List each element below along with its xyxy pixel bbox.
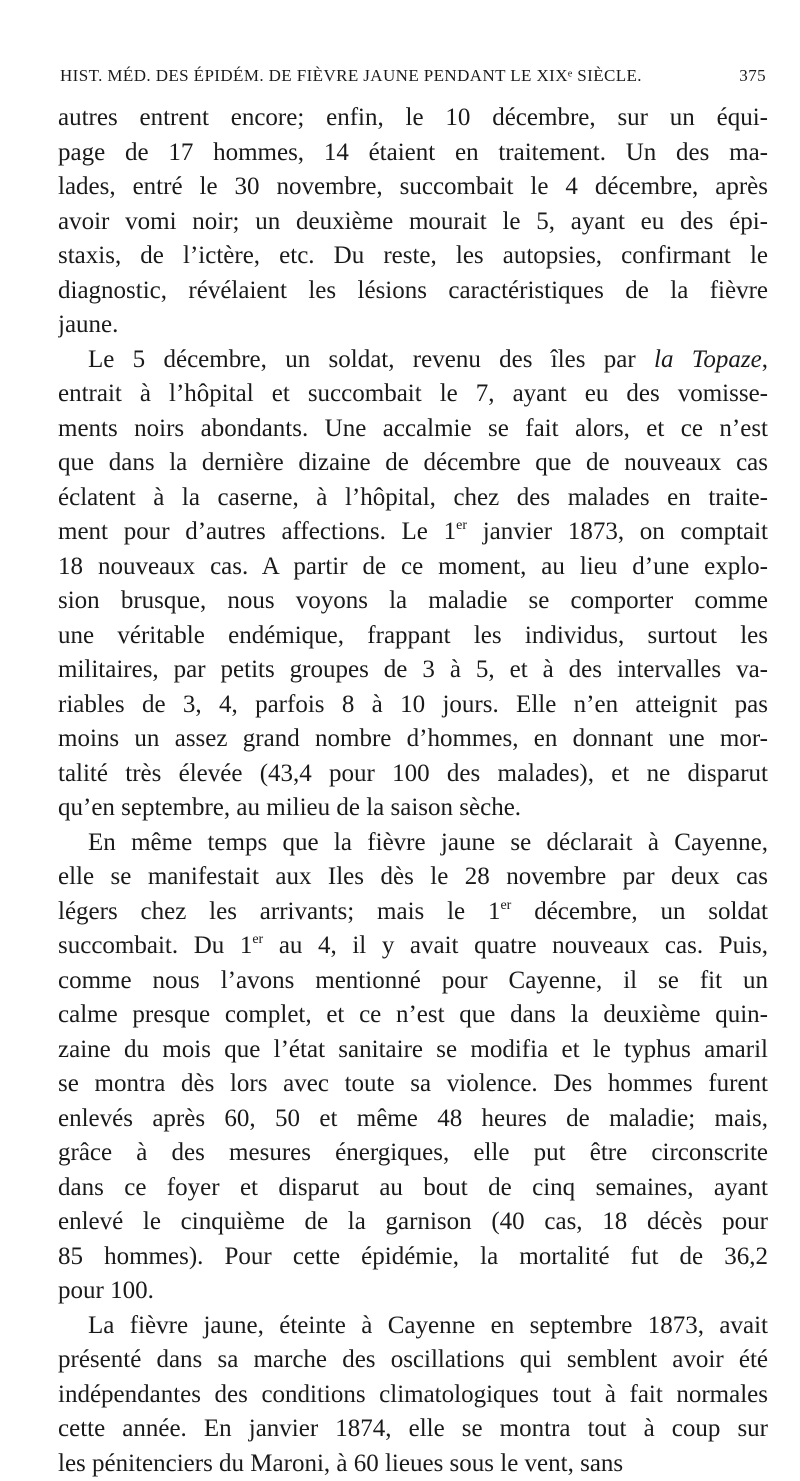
paragraph-3 <box>58 826 768 1309</box>
superscript: er <box>500 898 511 913</box>
text-line: La fièvre jaune, éteinte à Cayenne en septembre 1873, avait <box>58 1309 768 1344</box>
paragraph-2 <box>58 343 768 826</box>
text-line: ments noirs abondants. Une accalmie se fait alors, et ce n’est <box>58 412 768 447</box>
text-line: que dans la dernière dizaine de décembre que de nouveaux cas <box>58 446 768 481</box>
text-line: enlevé le cinquième de la garnison (40 cas, 18 décès pour <box>58 1205 768 1240</box>
text-line: succombait. Du 1er au 4, il y avait quatre nouveaux cas. Puis, <box>58 929 768 964</box>
text-line: entrait à l’hôpital et succombait le 7, ayant eu des vomisse- <box>58 377 768 412</box>
text-line: talité très élevée (43,4 pour 100 des malades), et ne disparut <box>58 757 768 792</box>
text-line: En même temps que la fièvre jaune se déclarait à Cayenne, <box>58 826 768 861</box>
text-line: lades, entré le 30 novembre, succombait le 4 décembre, après <box>58 170 768 205</box>
running-head <box>60 62 766 92</box>
superscript: er <box>252 932 263 947</box>
text-line: zaine du mois que l’état sanitaire se modifia et le typhus amaril <box>58 1033 768 1068</box>
text-line: 18 nouveaux cas. A partir de ce moment, au lieu d’une explo- <box>58 550 768 585</box>
text-line: grâce à des mesures énergiques, elle put être circonscrite <box>58 1136 768 1171</box>
text-line: staxis, de l’ictère, etc. Du reste, les autopsies, confirmant le <box>58 239 768 274</box>
paragraph-4 <box>58 1309 768 1481</box>
superscript: er <box>456 518 467 533</box>
body-text <box>58 101 768 1481</box>
text-line: autres entrent encore; enfin, le 10 décembre, sur un équi- <box>58 101 768 136</box>
text-line: Le 5 décembre, un soldat, revenu des îles par la Topaze, <box>58 343 768 378</box>
text-line: militaires, par petits groupes de 3 à 5, et à des intervalles va- <box>58 653 768 688</box>
text-line: présenté dans sa marche des oscillations qui semblent avoir été <box>58 1343 768 1378</box>
text-line: avoir vomi noir; un deuxième mourait le 5, ayant eu des épi- <box>58 205 768 240</box>
text-line: comme nous l’avons mentionné pour Cayenne, il se fit un <box>58 964 768 999</box>
text-line: indépendantes des conditions climatologiques tout à fait normales <box>58 1378 768 1413</box>
text-line: dans ce foyer et disparut au bout de cinq semaines, ayant <box>58 1171 768 1206</box>
text-line: elle se manifestait aux Iles dès le 28 novembre par deux cas <box>58 860 768 895</box>
text-line: 85 hommes). Pour cette épidémie, la mortalité fut de 36,2 <box>58 1240 768 1275</box>
text-line: légers chez les arrivants; mais le 1er décembre, un soldat <box>58 895 768 930</box>
italic-title: la Topaze <box>654 346 762 373</box>
text-line: riables de 3, 4, parfois 8 à 10 jours. Elle n’en atteignit pas <box>58 688 768 723</box>
text-line: les pénitenciers du Maroni, à 60 lieues sous le vent, sans <box>58 1447 768 1481</box>
text-line: une véritable endémique, frappant les individus, surtout les <box>58 619 768 654</box>
text-line: éclatent à la caserne, à l’hôpital, chez des malades en traite- <box>58 481 768 516</box>
page-number: 375 <box>739 66 766 86</box>
text-line: ment pour d’autres affections. Le 1er janvier 1873, on comptait <box>58 515 768 550</box>
text-line: cette année. En janvier 1874, elle se montra tout à coup sur <box>58 1412 768 1447</box>
text-line: pour 100. <box>58 1274 768 1309</box>
text-line: page de 17 hommes, 14 étaient en traitement. Un des ma- <box>58 136 768 171</box>
text-line: qu’en septembre, au milieu de la saison sèche. <box>58 791 768 826</box>
text-line: moins un assez grand nombre d’hommes, en donnant une mor- <box>58 722 768 757</box>
text-line: se montra dès lors avec toute sa violence. Des hommes furent <box>58 1067 768 1102</box>
text-line: enlevés après 60, 50 et même 48 heures de maladie; mais, <box>58 1102 768 1137</box>
text-line: calme presque complet, et ce n’est que dans la deuxième quin- <box>58 998 768 1033</box>
text-line: sion brusque, nous voyons la maladie se comporter comme <box>58 584 768 619</box>
paragraph-1 <box>58 101 768 343</box>
text-line: diagnostic, révélaient les lésions caractéristiques de la fièvre <box>58 274 768 309</box>
running-head-title: HIST. MÉD. DES ÉPIDÉM. DE FIÈVRE JAUNE PENDANT LE XIXᵉ SIÈCLE. <box>60 66 642 86</box>
text-line: jaune. <box>58 308 768 343</box>
